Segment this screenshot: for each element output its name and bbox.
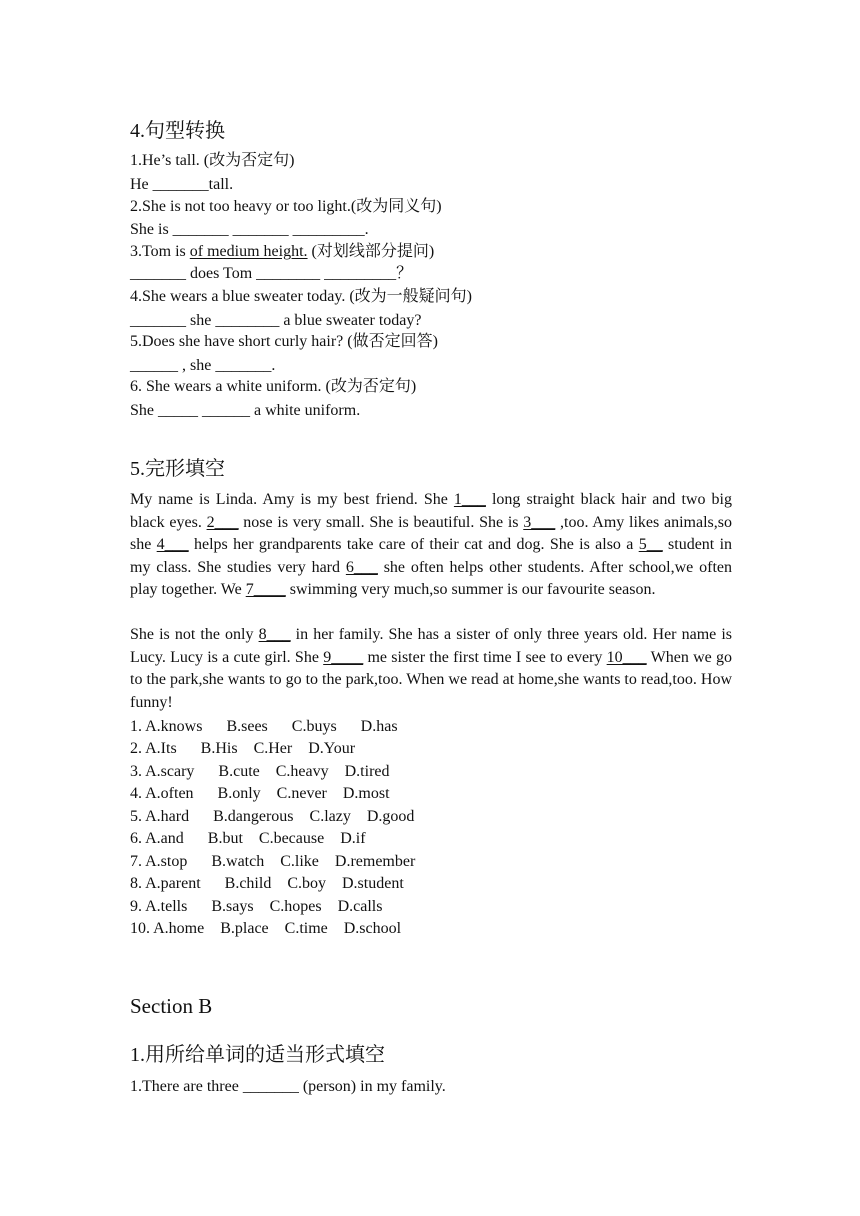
blank-5: 5__ bbox=[638, 536, 663, 553]
q4-answer-line: _______ she ________ a blue sweater today? bbox=[130, 312, 422, 329]
blank-7: 7____ bbox=[245, 581, 286, 598]
part5-heading: 5.完形填空 bbox=[130, 458, 225, 480]
option-row-5: 5. A.hard B.dangerous C.lazy D.good bbox=[130, 808, 415, 825]
blank-2: 2___ bbox=[206, 513, 239, 531]
blank-8: 8___ bbox=[258, 626, 291, 643]
option-row-10: 10. A.home B.place C.time D.school bbox=[130, 920, 402, 937]
section-b-q1: 1.There are three _______ (person) in my family. bbox=[130, 1078, 446, 1095]
blank-3: 3___ bbox=[523, 513, 556, 531]
blank-1: 1___ bbox=[453, 491, 486, 508]
q2-prompt: 2.She is not too heavy or too light.(改为同义句) bbox=[130, 198, 442, 215]
q5-answer-line: ______ , she _______. bbox=[130, 357, 276, 374]
option-row-3: 3. A.scary B.cute C.heavy D.tired bbox=[130, 763, 390, 780]
blank-10: 10___ bbox=[606, 648, 647, 666]
q4-prompt: 4.She wears a blue sweater today. (改为一般疑问句) bbox=[130, 288, 472, 305]
option-row-4: 4. A.often B.only C.never D.most bbox=[130, 785, 390, 802]
q1-prompt: 1.He’s tall. (改为否定句) bbox=[130, 152, 295, 169]
q6-prompt: 6. She wears a white uniform. (改为否定句) bbox=[130, 378, 417, 395]
option-row-7: 7. A.stop B.watch C.like D.remember bbox=[130, 853, 416, 870]
option-row-9: 9. A.tells B.says C.hopes D.calls bbox=[130, 898, 383, 915]
blank-9: 9____ bbox=[323, 648, 364, 666]
part4-heading: 4.句型转换 bbox=[130, 120, 225, 142]
option-row-8: 8. A.parent B.child C.boy D.student bbox=[130, 875, 404, 892]
blank-4: 4___ bbox=[156, 536, 189, 553]
q6-answer-line: She _____ ______ a white uniform. bbox=[130, 402, 361, 419]
q5-prompt: 5.Does she have short curly hair? (做否定回答) bbox=[130, 333, 438, 350]
cloze-paragraph-2: She is not the only 8___ in her family. She has a sister of only three years old. Her name is Lucy. Lucy is a cute girl. She 9____ me sister the first time I see to every 10___ When we go to the park,she wants to go to the park,too. When we read at home,she wants to read,too. How funny! bbox=[130, 626, 733, 711]
q1-answer-line: He _______tall. bbox=[130, 176, 234, 193]
q3-prompt: 3.Tom is of medium height. (对划线部分提问) bbox=[130, 243, 435, 260]
q2-answer-line: She is _______ _______ _________. bbox=[130, 221, 369, 238]
section-b-heading: 1.用所给单词的适当形式填空 bbox=[130, 1044, 385, 1066]
cloze-paragraph-1: My name is Linda. Amy is my best friend. She 1___ long straight black hair and two big black eyes. 2___ nose is very small. She is beautiful. She is 3___ ,too. Amy likes animals,so she 4___ helps her grandparents take care of their cat and dog. She is also a 5__ student in my class. She studies very hard 6___ she often helps other students. After school,we often play together. We 7____ swimming very much,so summer is our favourite season. bbox=[130, 491, 733, 598]
section-b-title: Section B bbox=[130, 994, 213, 1018]
q3-answer-line: _______ does Tom ________ _________？ bbox=[130, 265, 413, 282]
blank-6: 6___ bbox=[345, 558, 378, 576]
option-row-1: 1. A.knows B.sees C.buys D.has bbox=[130, 718, 398, 735]
option-row-2: 2. A.Its B.His C.Her D.Your bbox=[130, 740, 356, 757]
option-row-6: 6. A.and B.but C.because D.if bbox=[130, 830, 366, 847]
underlined-phrase: of medium height. bbox=[189, 243, 308, 260]
